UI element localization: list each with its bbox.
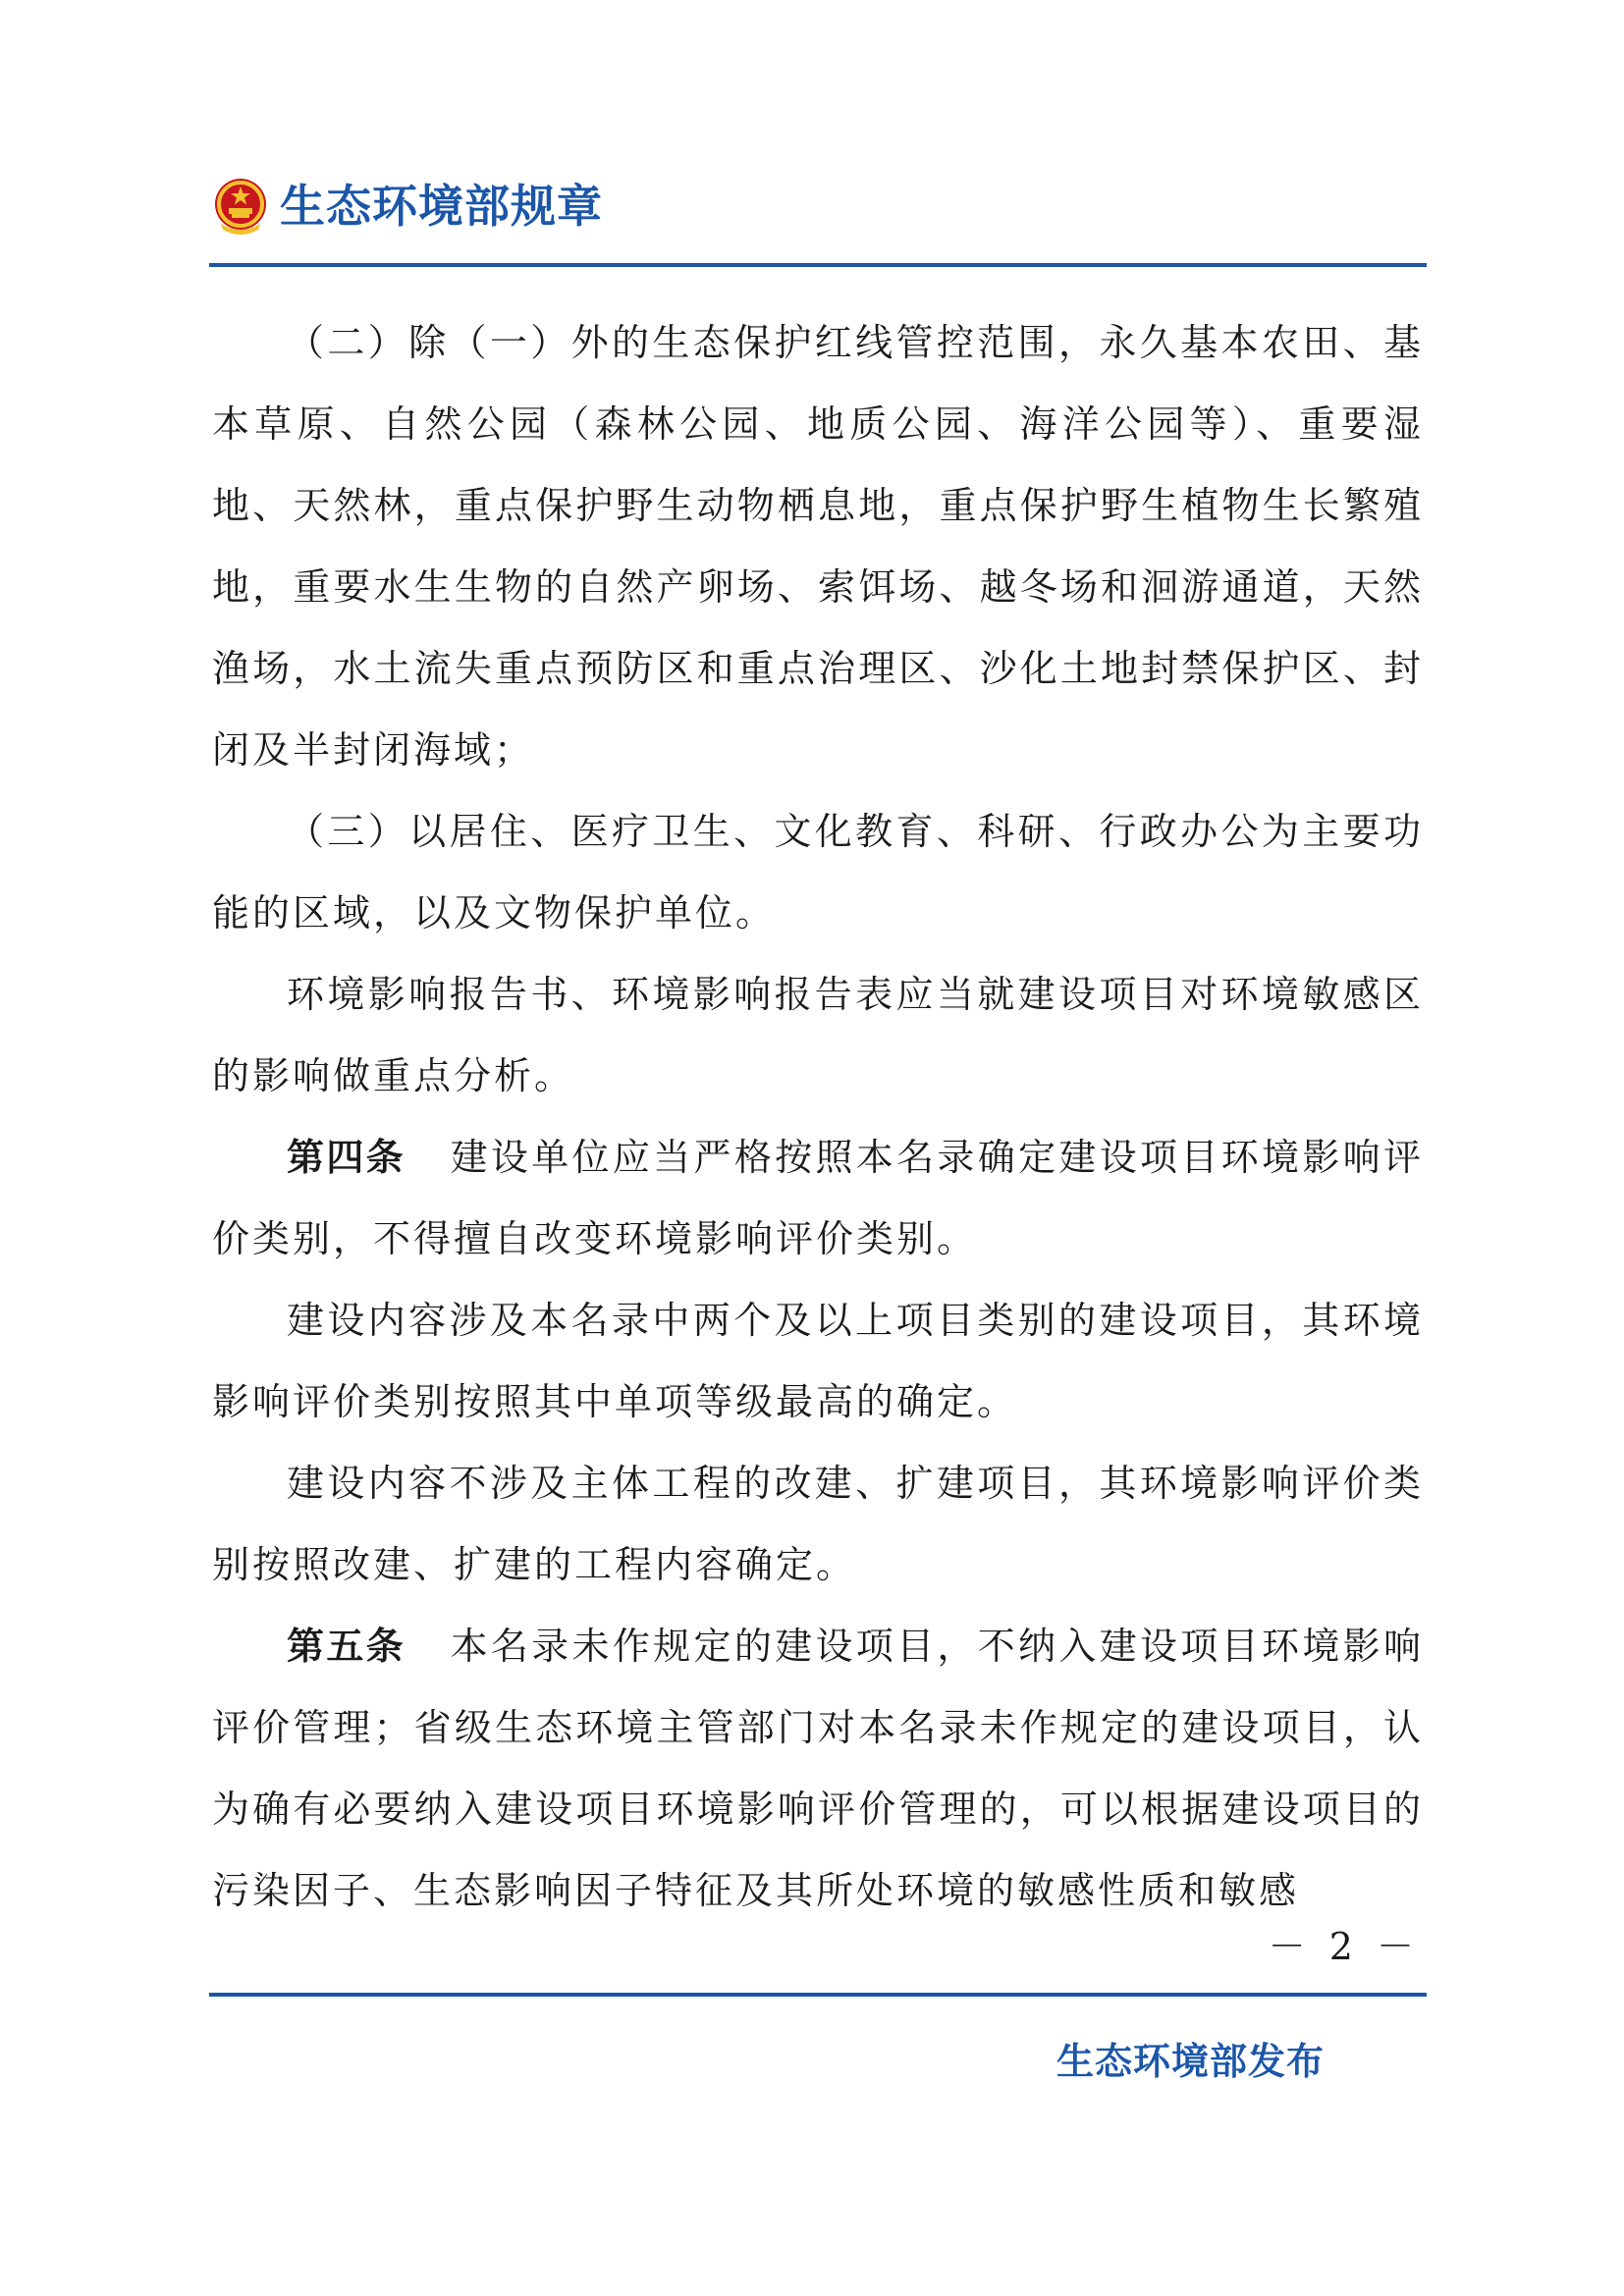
page-number: － 2 － xyxy=(1268,1925,1420,1968)
body-paragraph xyxy=(212,302,1424,791)
paragraph-text: （二）除（一）外的生态保护红线管控范围，永久基本农田、基本草原、自然公园（森林公园、地质公园、海洋公园等）、重要湿地、天然林，重点保护野生动物栖息地，重点保护野生植物生长繁殖地，重要水生生物的自然产卵场、索饵场、越冬场和洄游通道，天然渔场，水土流失重点预防区和重点治理区、沙化土地封禁保护区、封闭及半封闭海域； xyxy=(212,321,1424,772)
body-paragraph xyxy=(212,954,1424,1117)
paragraph-text: 建设内容不涉及主体工程的改建、扩建项目，其环境影响评价类别按照改建、扩建的工程内容确定。 xyxy=(212,1462,1424,1586)
header-title: 生态环境部规章 xyxy=(280,180,603,233)
footer-divider xyxy=(209,1993,1427,1997)
paragraph-text: 环境影响报告书、环境影响报告表应当就建设项目对环境敏感区的影响做重点分析。 xyxy=(212,973,1424,1097)
regulation-body xyxy=(212,302,1424,1932)
header-divider xyxy=(209,263,1427,267)
article-heading: 第五条 xyxy=(287,1625,406,1668)
paragraph-text: 建设内容涉及本名录中两个及以上项目类别的建设项目，其环境影响评价类别按照其中单项等级最高的确定。 xyxy=(212,1299,1424,1423)
body-paragraph xyxy=(212,1280,1424,1443)
paragraph-text: 本名录未作规定的建设项目，不纳入建设项目环境影响评价管理；省级生态环境主管部门对本名录未作规定的建设项目，认为确有必要纳入建设项目环境影响评价管理的，可以根据建设项目的污染因子、生态影响因子特征及其所处环境的敏感性质和敏感 xyxy=(212,1625,1424,1912)
article-heading: 第四条 xyxy=(287,1136,406,1179)
body-paragraph xyxy=(212,1443,1424,1606)
paragraph-text: （三）以居住、医疗卫生、文化教育、科研、行政办公为主要功能的区域，以及文物保护单位。 xyxy=(212,810,1424,934)
national-emblem-icon xyxy=(209,175,272,238)
body-paragraph xyxy=(212,791,1424,954)
page-header xyxy=(209,167,1427,265)
article-paragraph xyxy=(212,1606,1424,1932)
paragraph-text: 建设单位应当严格按照本名录确定建设项目环境影响评价类别，不得擅自改变环境影响评价类别。 xyxy=(212,1136,1424,1260)
footer-publisher: 生态环境部发布 xyxy=(1056,2040,1326,2083)
article-paragraph xyxy=(212,1117,1424,1280)
